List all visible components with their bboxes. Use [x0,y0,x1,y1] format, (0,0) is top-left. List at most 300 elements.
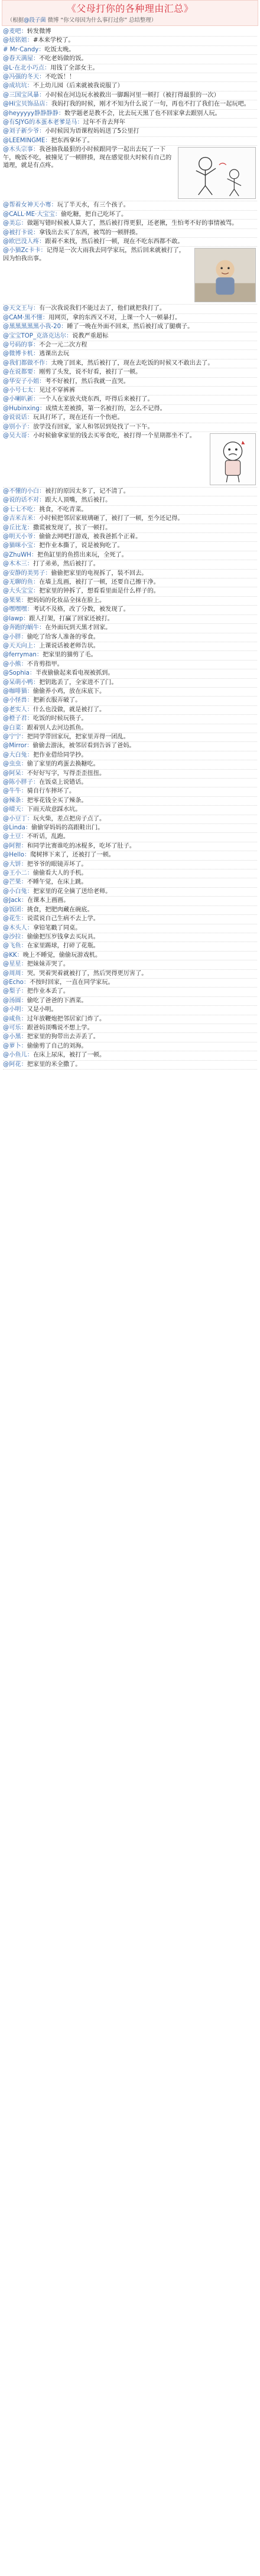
comment-username-link[interactable]: # Mr·Candy [3,46,39,53]
comment-item [3,733,257,742]
comment-username-link[interactable]: @木头人 [3,924,27,931]
comment-item [3,423,257,432]
comment-username-link[interactable]: @小豆丁 [3,815,27,822]
comment-username-link[interactable]: @Hubinxing [3,405,40,412]
comment-separator: ： [42,314,49,321]
comment-username-link[interactable]: @Hi宝贝饰品店 [3,101,46,108]
comment-item [3,661,257,669]
comment-separator: ： [21,1024,27,1031]
comment-username-link[interactable]: @丘比龙 [3,524,27,531]
comment-separator: ： [27,743,33,750]
comment-username-link[interactable]: @黑黑黑黑黑小我-20 [3,323,61,331]
comment-text: 见过不穿裤裤 [39,387,76,394]
comment-username-link[interactable]: @星星 [3,961,21,968]
comment-username-link[interactable]: @美忘 [3,220,21,227]
comment-username-link[interactable]: @饭团 [3,906,21,913]
comment-text: 被打的原因太多了，记不清了。 [45,488,129,495]
comment-separator: ： [21,724,27,731]
comment-separator: ： [27,414,33,421]
comment-separator: ： [27,697,33,704]
comment-separator: ： [27,606,33,613]
comment-text: 爬树摔下来了，还被打了一顿。 [30,852,115,859]
comment-separator: ： [32,387,40,394]
comment-username-link[interactable]: @我们都做不作 [3,359,46,367]
comment-text: 睡了一晚在外面不回来，然后被打成了腿瘸子。 [67,323,194,331]
comment-separator: ： [21,943,27,950]
comment-separator: ： [21,788,27,795]
comment-text: 偷偷去网吧打游戏，被我爸抓个正着。 [39,534,142,541]
comment-username-link[interactable]: @安静的美男子 [3,570,46,577]
comment-item [3,220,257,228]
comment-text: 小时候偷拿家里的钱去买零食吃，被打得一个星期都坐不了。 [32,433,196,439]
comment-username-link[interactable]: @刘子新少爷 [3,128,40,135]
comment-text: 把家里的钟拆了，想看看里面是什么样子的。 [39,588,160,595]
comment-username-link[interactable]: @号码的事 [3,341,33,348]
comment-item [3,979,257,988]
comment-separator: ： [21,1015,27,1022]
comment-separator: ： [27,888,33,895]
comment-separator: ： [32,779,40,786]
comment-separator: ： [32,679,40,686]
comment-username-link[interactable]: @王小二 [3,870,27,877]
comment-separator: ： [32,396,40,403]
comment-username-link[interactable]: @有SJYG的本蛋本老爹是马 [3,119,77,126]
comment-username-link[interactable]: @小白兔 [3,888,27,895]
comment-username-link[interactable]: @宁宁 [3,733,21,740]
comment-item [3,861,257,869]
comment-text: 偷偷剪了自己的刘海。 [27,1042,87,1050]
comment-username-link[interactable]: @虫虫 [3,761,21,768]
photo-thumbnail [194,248,256,302]
comment-username-link[interactable]: @梨子 [3,988,21,995]
comment-separator: ： [21,833,27,841]
comment-username-link[interactable]: @土豆 [3,833,21,841]
header-banner [2,0,258,26]
comment-separator: ： [45,101,51,108]
comment-username-link[interactable]: @大白兔 [3,751,27,759]
comment-item [3,28,257,37]
comment-username-link[interactable]: @牛牛 [3,788,21,795]
comment-item [3,933,257,942]
comment-username-link[interactable]: @呆萌小鸭 [3,679,33,686]
comment-item [3,833,257,842]
comment-username-link[interactable]: @芒果 [3,879,21,886]
comment-text: 下雨天故意踩水坑。 [27,806,82,813]
comment-separator: ： [40,247,47,254]
comment-text: 骑自行车摔坏了。 [27,788,76,795]
comment-separator: ： [32,305,40,312]
comment-item [3,1061,257,1070]
comment-separator: ： [21,842,27,849]
comment-username-link[interactable]: @Echo [3,979,24,986]
comment-item [3,560,257,569]
comment-username-link[interactable]: @辣条 [3,797,21,804]
comment-item [3,46,257,55]
comment-text: 刚剪了头发，说不好看，被打了一顿。 [39,369,142,376]
comment-text: 把家里的狗带出去弄丢了。 [27,1034,99,1041]
comment-username-link[interactable]: @大饼 [3,861,21,868]
subtitle-prefix: （根据 [7,17,24,24]
comment-separator: ： [32,55,40,63]
comment-item [3,751,257,760]
comment-item [3,787,257,796]
comment-username-link[interactable]: @小猫Zc卡卡 [3,247,41,254]
comment-separator: ： [66,332,73,339]
comment-item [3,119,257,128]
comment-item [3,1033,257,1042]
comment-separator: ： [32,369,40,376]
page-title: 《父母打你的各种理由汇总》 [66,3,194,14]
comment-item [3,578,257,587]
comment-separator: ： [32,146,40,153]
comment-username-link[interactable]: @小鱼儿 [3,1052,27,1059]
comment-username-link[interactable]: @猫咪小宝 [3,542,33,550]
comment-text: 把新衣服弄破了。 [32,697,82,704]
comment-username-link[interactable]: @可乐 [3,1024,21,1031]
comment-text: 吃饭的时候玩筷子。 [32,715,87,723]
comment-text: 偷偷把压岁钱拿去买玩具。 [27,933,99,940]
comment-username-link[interactable]: @ZhuWH [3,551,31,558]
comment-username-link[interactable]: @Sophia [3,670,30,677]
comment-item [3,387,257,395]
comment-separator: ： [32,534,40,541]
comment-username-link[interactable]: @老实人 [3,706,27,713]
doodle-illustration [178,147,256,199]
comment-username-link[interactable]: @说说话 [3,414,27,421]
comment-text: 偷偷穿妈妈的高跟鞋出门。 [31,825,104,832]
comment-text: 数学题老是教不会，比去玩天黑了也不回家拿去跟别人玩。 [64,110,221,117]
comment-text: 把爷爷的眼镜弄坏了。 [27,861,87,868]
comment-username-link[interactable]: @白菜 [3,724,21,731]
comment-separator: ： [45,137,51,144]
comment-item [3,779,257,787]
comment-username-link[interactable]: @小喇叭新 [3,396,33,403]
comment-separator: ： [31,551,38,558]
comment-username-link[interactable]: @橙子君 [3,715,27,723]
comment-text: 挑食，不吃青菜。 [39,506,87,513]
comment-text: 说谎说自己生病不去上学。 [27,916,99,923]
comment-username-link[interactable]: @Mirror [3,743,27,750]
comment-text: 晚上不睡觉，偷偷玩游戏机。 [22,952,102,959]
comment-username-link[interactable]: @成坑坑 [3,83,27,90]
comment-username-link[interactable]: @陈小胖子 [3,779,33,786]
comment-item [3,924,257,933]
comment-username-link[interactable]: @heyyyyy静静静静 [3,110,58,117]
comment-separator: ： [39,497,46,504]
comment-username-link[interactable]: @晴天 [3,806,21,813]
comment-username-link[interactable]: @帮着女神天小骞 [3,202,51,209]
comment-separator: ： [21,897,28,904]
comment-item [3,137,257,146]
comment-item [3,897,257,905]
comment-username-link[interactable]: @飞鱼 [3,943,21,950]
comment-item [3,91,257,100]
comment-separator: ： [39,238,46,245]
comment-text: 跟爸妈顶嘴说不想上学。 [27,1024,93,1031]
comment-item [3,706,257,715]
comment-username-link[interactable]: @在说都要 [3,369,33,376]
comment-text: 撒谎被发现了，挨了一顿打。 [32,524,112,531]
comment-separator: ： [51,202,57,209]
comment-username-link[interactable]: @天天向上 [3,642,33,649]
comment-item [3,842,257,851]
comment-text: 把作业借给同学抄。 [32,751,87,759]
comment-text: 玩具打坏了，现在还有一个伤疤。 [32,414,124,421]
comment-separator: ： [21,797,27,804]
comment-username-link[interactable]: @麦吧 [3,28,21,35]
comment-username-link[interactable]: @春天满屋 [3,55,33,63]
comment-username-link[interactable]: @小熊 [3,661,21,668]
comment-username-link[interactable]: @大头宝宝 [3,588,33,595]
comment-separator: ： [77,119,83,126]
comment-text: 不吃饭！！ [45,74,76,81]
comment-separator: ： [39,378,46,385]
comment-separator: ： [21,861,27,868]
comment-item [3,797,257,806]
comment-text: 偷偷看大人的手机。 [32,870,87,877]
comment-username-link[interactable]: @Linda [3,825,25,832]
comment-item [3,414,257,423]
comment-item [3,669,257,678]
comment-separator: ： [38,46,45,53]
comment-separator: ： [21,1006,27,1014]
comment-username-link[interactable]: @Jack [3,897,21,904]
comment-username-link[interactable]: @明天小爷 [3,534,33,541]
comment-separator: ： [21,916,27,923]
comment-item [3,624,257,633]
comment-separator: ： [21,28,27,35]
comment-separator: ： [27,83,33,90]
comment-separator: ： [21,633,27,640]
comment-item [3,378,257,387]
comment-username-link[interactable]: @咖啡猫 [3,688,27,695]
comment-separator: ： [21,906,27,913]
comment-separator: ： [39,91,46,99]
comment-item [3,906,257,915]
comment-text: 把妈妈的化妆品全抹在脸上。 [27,597,106,604]
comment-username-link[interactable]: @说的话不对 [3,497,40,504]
comment-item [3,815,257,824]
comment-separator: ： [27,815,33,822]
comment-separator: ： [21,970,27,977]
comment-separator: ： [23,615,30,622]
comment-list [0,26,260,1070]
comment-username-link[interactable]: @汤圆 [3,997,21,1004]
comment-separator: ： [32,642,40,649]
comment-text: 在外面玩到天黑才回家。 [45,625,112,632]
comment-username-link[interactable]: @木木三 [3,561,27,568]
comment-text: 不按时回家，一直在同学家玩。 [30,979,114,986]
comment-username-link[interactable]: @无聊的鱼 [3,579,33,586]
comment-item [3,110,257,119]
comment-item [3,806,257,815]
comment-text: 跟着不来找，然后被打一顿，现在不吃东西都不敢。 [45,238,184,245]
comment-item [3,824,257,833]
comment-text: 玩了半天水，有三个孩子。 [57,202,129,209]
comment-item [3,988,257,996]
comment-username-link[interactable]: @小黑 [3,1034,21,1041]
comment-username-link[interactable]: @ferryman [3,652,37,659]
comment-item [3,570,257,578]
comment-username-link[interactable]: @lawp [3,615,24,622]
comment-username-link[interactable]: @果果 [3,597,21,604]
comment-separator: ： [21,806,27,813]
comment-separator: ： [17,952,23,959]
comment-username-link[interactable]: @花生 [3,916,21,923]
comment-separator: ： [27,924,33,931]
comment-item [3,851,257,860]
comment-username-link[interactable]: @被打卡说 [3,229,33,236]
comment-item [3,878,257,887]
comment-separator: ： [44,64,51,71]
comment-text: 考试不及格，改了分数，被发现了。 [32,606,129,613]
comment-text: 有一次我说我们不能过去了，他们就把我打了。 [39,305,166,312]
subtitle-suffix: 微博 “你父母因为什么事打过你” 总结整理） [46,17,157,24]
comment-username-link[interactable]: @欧巴没人疼 [3,238,40,245]
comment-username-link[interactable]: @七七不吃 [3,506,33,513]
comment-username-link[interactable]: @嘿嘿嘿 [3,606,27,613]
comment-item [3,770,257,779]
comment-username-link[interactable]: @阿呆 [3,770,21,777]
comment-text: 把东西拿坏了。 [51,137,93,144]
comment-text: 用钱了全部女主。 [50,64,99,71]
comment-username-link[interactable]: @不懂的小白 [3,488,40,495]
comment-username-link[interactable]: @小明 [3,1006,21,1014]
comment-item [3,432,257,488]
comment-text: 不上幼儿园（后来就被我说服了） [32,83,124,90]
comment-item [3,524,257,533]
comment-text: 做题写错时候被人算大了，然后被打得更狠，还老揪，生怕考不好的事情被骂。 [27,220,238,227]
comment-text: 跟着别人去河边抓鱼。 [27,724,87,731]
comment-username-link[interactable]: @萝卜 [3,1042,21,1050]
comment-username-link[interactable]: @炫铭姐 [3,37,27,44]
comment-username-link[interactable]: @冯强的冬天 [3,74,40,81]
comment-username-link[interactable]: @阿狸 [3,842,21,849]
comment-item [3,341,257,350]
comment-text: 吃饭太晚。 [44,46,75,53]
comment-username-link[interactable]: @CALL·ME·大宝宝 [3,211,55,218]
comment-text: 跟人打架，打赢了回家还被打。 [29,615,113,622]
comment-separator: ： [27,433,33,439]
comment-item [3,1051,257,1060]
comment-separator: ： [32,351,40,358]
comment-separator: ： [21,1034,27,1041]
comment-text: 不肯剪指甲。 [27,661,63,668]
comment-text: 说教严重超标 [72,332,109,339]
comment-separator: ： [21,597,27,604]
comment-username-link[interactable]: @KK [3,952,17,959]
comment-separator: ： [27,524,33,531]
comment-item [3,305,257,313]
comment-separator: ： [32,588,40,595]
comment-separator: ： [24,852,31,859]
comment-item [3,73,257,82]
comment-item [3,506,257,515]
comment-text: 小时候把邻居家玻璃砸了，被打了一顿，至今还记得。 [39,515,184,522]
comment-text: 小时候因为语课程妈妈送了5公里打 [45,128,139,135]
comment-username-link[interactable]: @LEEMINGME [3,137,46,144]
comment-username-link[interactable]: @吴大哥 [3,433,27,439]
comment-separator: ： [27,706,33,713]
comment-separator: ： [36,652,43,659]
comment-separator: ： [27,423,33,430]
comment-text: 拿铅笔戳了同桌。 [32,924,82,931]
comment-text: 用网页，拿的东西又不对，上课一个人一顿暴打。 [48,314,181,321]
comment-username-link[interactable]: @天文王与 [3,305,33,312]
comment-item [3,1015,257,1024]
comment-separator: ： [32,506,40,513]
comment-username-link[interactable]: @别小子 [3,423,27,430]
comment-item [3,496,257,505]
comment-item [3,368,257,377]
comment-separator: ： [39,625,46,632]
subtitle-user-link[interactable]: @段子菌 [24,17,46,24]
comment-username-link[interactable]: @L·在北小巧点 [3,64,45,71]
comment-text: 把作业本撕了，说是被狗吃了。 [39,542,124,550]
comment-separator: ： [21,933,27,940]
comment-text: 不会一元二次方程 [39,341,87,348]
comment-item [3,533,257,542]
comment-text: 小时候在河边玩水被救出一脚踢河里一顿打（被打得最狠的一次） [45,91,220,99]
comment-text: 把家里的米全撒了。 [27,1061,82,1068]
comment-item [3,597,257,606]
comment-text: 拿钱出去买了东西，被骂的一顿胖揍。 [39,229,142,236]
comment-item [3,715,257,724]
comment-separator: ： [54,211,61,218]
comment-username-link[interactable]: @木头宗事 [3,146,33,153]
comment-username-link[interactable]: @小怪兽 [3,697,27,704]
comment-text: 一个人在家放火烧东西，吓得后来被打了。 [39,396,154,403]
comment-separator: ： [21,661,27,668]
comment-username-link[interactable]: @三国宝风暴 [3,91,40,99]
comment-username-link[interactable]: @周周 [3,970,21,977]
comment-username-link[interactable]: @小胖 [3,633,21,640]
comment-item [3,688,257,697]
comment-username-link[interactable]: @CAM·黑不懂 [3,314,43,321]
comment-separator: ： [21,770,27,777]
comment-text: 考不好被打，然后我就一直哭。 [45,378,129,385]
comment-separator: ： [45,570,51,577]
comment-username-link[interactable]: @吉米吉米 [3,515,33,522]
comment-separator: ： [21,961,27,968]
comment-item [3,128,257,136]
comment-username-link[interactable]: @奔跑的蜗牛 [3,625,40,632]
comment-username-link[interactable]: @咸鱼 [3,1015,21,1022]
comment-text: 半夜偷偷起来看电视被抓到。 [35,670,114,677]
comment-text: 把钥匙丢了，全家进不了门。 [39,679,118,686]
comment-username-link[interactable]: @微博卡机 [3,351,33,358]
comment-text: 把家里的花全摘了送给老师。 [32,888,112,895]
comment-item [3,606,257,614]
comment-text: 在墙上乱画，被打了一顿，还要自己擦干净。 [39,579,160,586]
comment-separator: ： [21,1061,27,1068]
comment-username-link[interactable]: @小号七太 [3,387,33,394]
comment-username-link[interactable]: @阿花 [3,1061,21,1068]
comment-item [3,587,257,596]
comment-text: 打了弟弟，然后被打了。 [32,561,99,568]
comment-item [3,888,257,897]
cartoon-illustration [210,433,256,485]
comment-username-link[interactable]: @沙拉 [3,933,21,940]
comment-text: 太晚了回来，然后被打了，现在去吃饭的时候又不敢出去了。 [51,359,214,367]
comment-username-link[interactable]: @华安子小姐 [3,378,40,385]
comment-item [3,55,257,64]
comment-text: 逃课出去玩 [39,351,70,358]
comment-username-link[interactable]: @Hello [3,852,25,859]
comment-username-link[interactable]: @宝宝TOP_克洛克达尔 [3,332,66,339]
comment-separator: ： [25,825,32,832]
comment-text: 又是小明。 [27,1006,57,1014]
